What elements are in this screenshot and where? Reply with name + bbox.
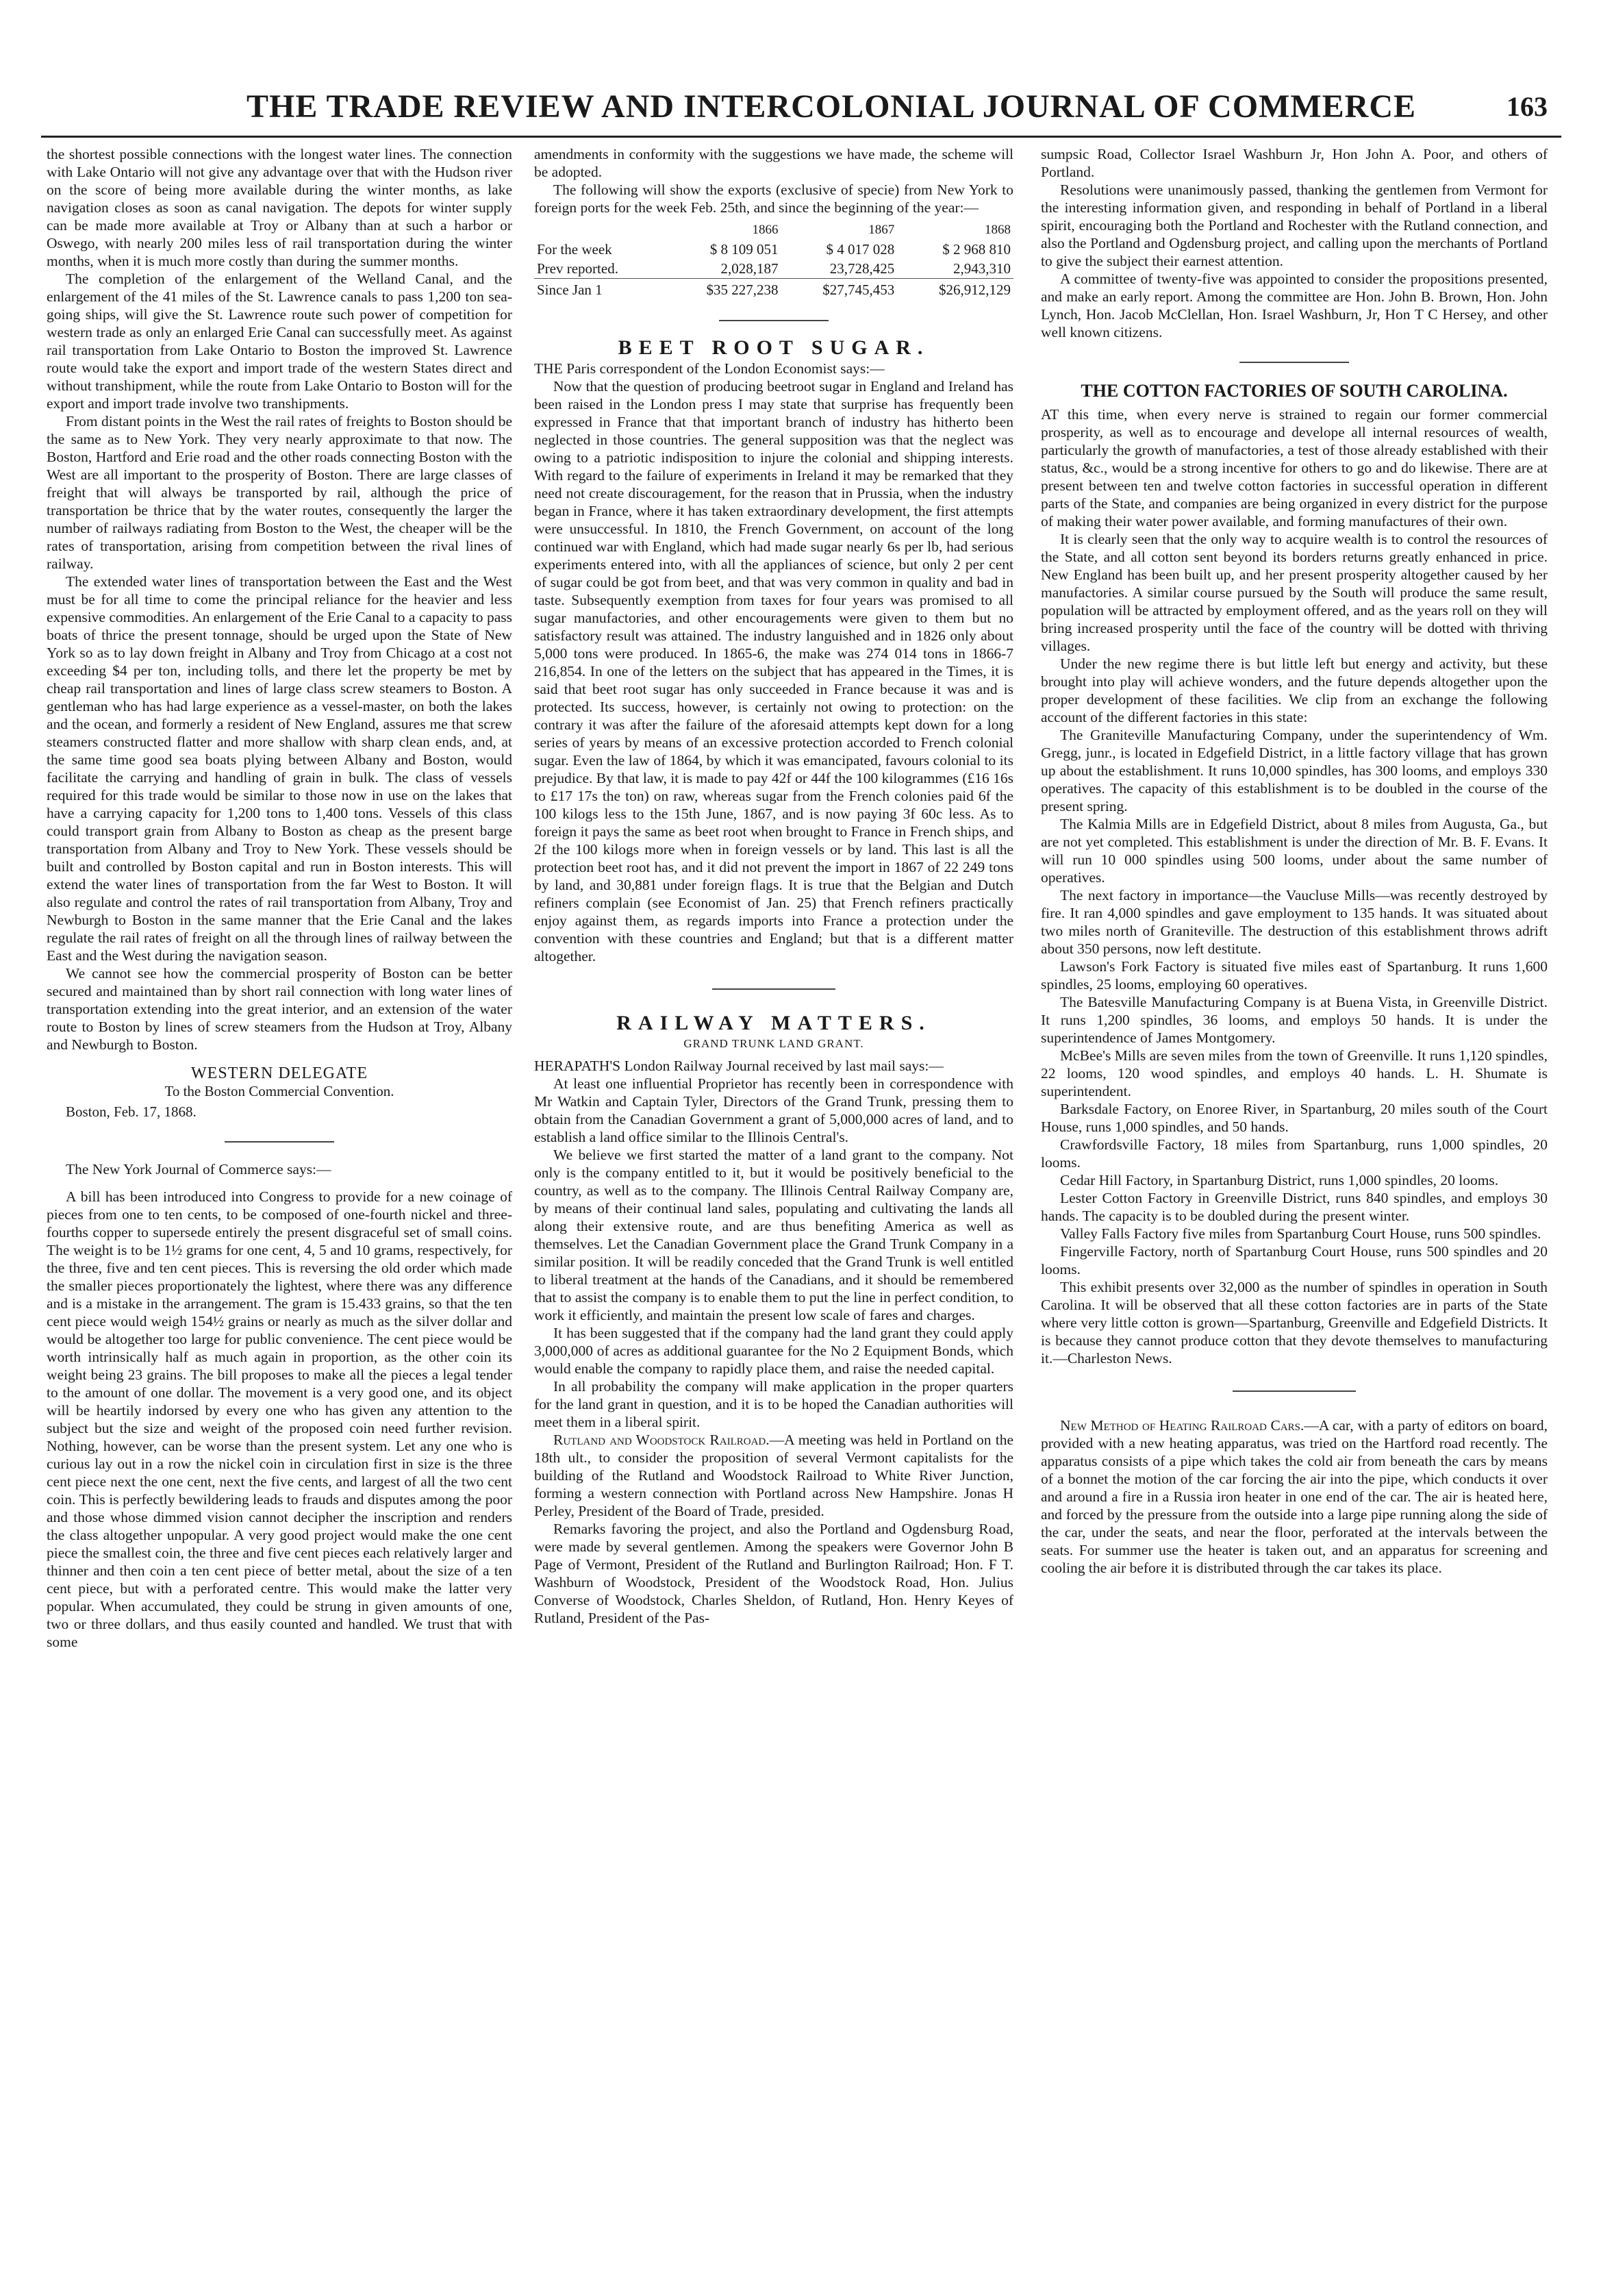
section-divider: [712, 988, 835, 990]
paragraph: At least one influential Proprietor has recently been in correspondence with Mr Watkin and Captain Tyler, Directors of the Grand Trunk, pressing them to obtain from the Canadian Government a grant of 5,000,000 acres of land, and to establish a land office similar to the Illinois Central's.: [534, 1075, 1013, 1145]
table-total-row: [534, 279, 1013, 300]
cell: 2,943,310: [953, 260, 1011, 277]
column-2: [534, 145, 1013, 1627]
paragraph: Valley Falls Factory five miles from Spartanburg Court House, runs 500 spindles.: [1060, 1225, 1541, 1242]
table-row: [534, 259, 1013, 279]
paragraph: A bill has been introduced into Congress to provide for a new coinage of pieces from one to ten cents, to be composed of one-fourth nickel and three-fourths copper to supersede entirely the present disgraceful set of small coins. The weight is to be 1½ grams for one cent, 4, 5 and 10 grams, respectively, for the three, five and ten cent pieces. This is reversing the old order which made the smaller pieces proportionately the lightest, where there was any difference and is a mistake in the arrangement. The gram is 15.433 grains, so that the ten cent piece would weigh 154½ grains or nearly as much as the silver dollar and would be altogether too large for public convenience. The cent piece would be worth intrinsically half as much again in proportion, as the other coin its weight being 23 grains. The bill proposes to make all the pieces a legal tender to the amount of one dollar. The movement is a very good one, and its object will be heartily indorsed by every one who has given any attention to the subject but the size and weight of the proposed coin need further revision. Nothing, however, can be worse than the present system. Let any one who is curious lay out in a row the nickel coin in circulation first in size is the three cent piece next the one cent, next the five cents, and largest of all the two cent coin. This is perfectly bewildering leads to frauds and disputes among the poor and those whose dimmed vision cannot decipher the inscription and renders the class altogether unpopular. A very good project would make the one cent piece the smallest coin, the three and five cent pieces each relatively larger and thinner and then coin a ten cent piece of better metal, about the size of a ten cent piece, but with a perforated centre. This would make the latter very popular. When accumulated, they could be strung in given amounts of one, two or three dollars, and thus easily counted and handled. We trust that with some: [47, 1188, 512, 1650]
table-header-row: [534, 221, 1013, 240]
signature: WESTERN DELEGATE: [191, 1064, 368, 1082]
section-title: THE COTTON FACTORIES OF SOUTH CAROLINA.: [1081, 381, 1508, 401]
paragraph: From distant points in the West the rail rates of freights to Boston should be the same as to New York. They very nearly approximate to that now. The Boston, Hartford and Erie road and the other roads connecting Boston with the West are all important to the prosperity of Boston. There are large classes of freight that will always be transported by rail, although the price of transportation be thrice that by the water routes, consequently the larger the number of railways radiating from Boston to the West, the cheaper will be the rates of transportation, arising from competition between the rival lines of railway.: [47, 413, 512, 572]
cell: 23,728,425: [829, 260, 895, 277]
cell: $27,745,453: [781, 279, 897, 300]
paragraph: Resolutions were unanimously passed, thanking the gentlemen from Vermont for the interesting information given, and responding in behalf of Portland in a liberal spirit, encouraging both the Portland and Rochester with the Rutland connection, and also the Portland and Ogdensburg project, and calling upon the merchants of Portland to give the subject their earnest attention.: [1041, 182, 1548, 269]
paragraph: The Graniteville Manufacturing Company, under the superintendency of Wm. Gregg, junr., is located in Edgefield District, in a little factory village that has grown up about the establishment. It runs 10,000 spindles, has 300 looms, and employs 330 operatives. The capacity of this establishment is to be doubled in the course of the present spring.: [1041, 727, 1548, 814]
paragraph-lead: Rutland and Woodstock Railroad.: [553, 1432, 770, 1448]
paragraph: Lawson's Fork Factory is situated five miles east of Spartanburg. It runs 1,600 spindles, 25 looms, employing 60 operatives.: [1041, 958, 1548, 993]
paragraph: The next factory in importance—the Vaucluse Mills—was recently destroyed by fire. It ran 4,000 spindles and gave employment to 135 hands. It was situated about two miles north of Graniteville. The destruction of this establishment throws adrift about 350 persons, now left destitute.: [1041, 887, 1548, 957]
paragraph-body: —A meeting was held in Portland on the 18th ult., to consider the proposition of several Vermont capitalists for the building of the Rutland and Woodstock Railroad to White River Junction, forming a western connection with Portland across New Hampshire. Jonas H Perley, President of the Board of Trade, presided.: [534, 1432, 1013, 1519]
paragraph: The Kalmia Mills are in Edgefield District, about 8 miles from Augusta, Ga., but are not yet completed. This establishment is under the direction of Mr. B. F. Evans. It will run 10 000 spindles using 500 looms, under about the same number of operatives.: [1041, 816, 1548, 886]
table-row: [534, 240, 1013, 259]
year-header: 1866: [752, 223, 779, 237]
article-intro: THE Paris correspondent of the London Economist says:—: [534, 360, 885, 377]
signature-addressee: To the Boston Commercial Convention.: [164, 1083, 394, 1099]
paragraph: Fingerville Factory, north of Spartanburg Court House, runs 500 spindles and 20 looms.: [1041, 1243, 1548, 1277]
journal-title: THE TRADE REVIEW AND INTERCOLONIAL JOURNAL OF COMMERCE: [247, 88, 1417, 125]
paragraph: McBee's Mills are seven miles from the town of Greenville. It runs 1,120 spindles, 22 looms, 120 wood spindles, and employs 40 hands. L. H. Shumate is superintendent.: [1041, 1047, 1548, 1099]
year-header: 1868: [985, 223, 1011, 237]
paragraph: Cedar Hill Factory, in Spartanburg District, runs 1,000 spindles, 20 looms.: [1060, 1172, 1499, 1188]
section-title: RAILWAY MATTERS.: [616, 1012, 931, 1034]
paragraph: The following will show the exports (exclusive of specie) from New York to foreign ports for the week Feb. 25th, and since the beginning of the year:—: [534, 182, 1013, 216]
paragraph: Under the new regime there is but little left but energy and activity, but these brought into play will achieve wonders, and the future depends altogether upon the proper development of these facilities. We clip from an exchange the following account of the different factories in this state:: [1041, 656, 1548, 725]
article-intro: HERAPATH'S London Railway Journal received by last mail says:—: [534, 1058, 944, 1074]
paragraph: The Batesville Manufacturing Company is at Buena Vista, in Greenville District. It runs 1,200 spindles, 36 looms, and employs 50 hands. It is under the superintendence of James Montgomery.: [1041, 994, 1548, 1046]
cell: $26,912,129: [897, 279, 1013, 300]
paragraph: It is clearly seen that the only way to acquire wealth is to control the resources of the State, and all cotton sent beyond its borders returns greatly enhanced in price. New England has been built up, and her present prosperity altogether caused by her manufactories. A similar course pursued by the South will produce the same result, population will be attracted by employment offered, and as the years roll on they will bring increased prosperity until the face of the country will be dotted with thriving villages.: [1041, 531, 1548, 654]
paragraph: This exhibit presents over 32,000 as the number of spindles in operation in South Carolina. It will be observed that all these cotton factories are in parts of the State where very little cotton is grown—Spartanburg, Greenville and Edgefield Districts. It is because they cannot produce cotton that they devote themselves to manufacturing it.—Charleston News.: [1041, 1279, 1548, 1367]
cell: 2,028,187: [720, 260, 779, 277]
paragraph: The completion of the enlargement of the Welland Canal, and the enlargement of the 41 miles of the St. Lawrence canals to pass 1,200 ton sea-going ships, will give the St. Lawrence route such power of competition for western trade as only an enlarged Erie Canal can successfully meet. As against rail transportation from Lake Ontario to Boston the improved St. Lawrence route would take the export and import trade of the western States direct and without transhipment, while the route from Lake Ontario to Boston will for the export and import trade involve two transhipments.: [47, 271, 512, 412]
section-divider: [719, 320, 829, 321]
row-label: Prev reported.: [537, 260, 618, 277]
section-subtitle: GRAND TRUNK LAND GRANT.: [683, 1037, 864, 1050]
paragraph: A committee of twenty-five was appointed to consider the propositions presented, and make an early report. Among the committee are Hon. John B. Brown, Hon. John Lynch, Hon. Jacob McClellan, Hon. Israel Washburn, Jr, Hon T C Hersey, and other well known citizens.: [1041, 271, 1548, 340]
paragraph: Now that the question of producing beetroot sugar in England and Ireland has been raised in the London press I may state that surprise has frequently been expressed in France that that important branch of industry has hitherto been neglected in those countries. The general supposition was that the neglect was owing to a patriotic indisposition to injure the colonial and shipping interests. With regard to the failure of experiments in Ireland it may be remarked that they need not create discouragement, for the reason that in Prussia, when the industry began in France, where it has taken extraordinary development, the first attempts were unsuccessful. In 1810, the French Government, on account of the long continued war with England, which had made sugar nearly 6s per lb, had serious experiments entered into, with all the appliances of science, but only 2 per cent of sugar could be got from beet, and that was very common in quality and bad in taste. Subsequently exemption from taxes for four years was promised to all sugar manufactories, and other encouragements were given to them but no satisfactory result was attained. The industry languished and in 1826 only about 5,000 tons were produced. In 1865-6, the make was 274 014 tons in 1866-7 216,854. In one of the letters on the subject that has appeared in the Times, it is said that beet root sugar has only succeeded in France because it was and is protected. Its success, however, is certainly not owing to protection: on the contrary it was after the failure of the aforesaid attempts kept down for a long series of years by means of an excessive protection accorded to French colonial sugar. Even the law of 1864, by which it was emancipated, favours colonial to its prejudice. By that law, it is made to pay 42f or 44f the 100 kilogrammes (£16 16s to £17 17s the ton) on raw, whereas sugar from the French colonies paid 6f the 100 kilogs less to the 15th June, 1867, and is now paying 3f 60c less. As to foreign it pays the same as beet root when brought to France in French ships, and 2f the 100 kilogs more when in foreign vessels or by land. This last is all the protection beet root has, and it did not prevent the import in 1867 of 22 249 tons by land, and 30,881 under foreign flags. It is true that the Belgian and Dutch refiners complain (see Economist of Jan. 25) that French refiners practically enjoy against them, as regards imports into France a protection under the convention with these countries and England; but that is a different matter altogether.: [534, 378, 1013, 964]
header-rule: [41, 136, 1561, 138]
cell: $ 4 017 028: [826, 241, 895, 258]
article-intro: The New York Journal of Commerce says:—: [66, 1161, 331, 1177]
paragraph: AT this time, when every nerve is strained to regain our former commercial prosperity, as well as to encourage and develope all internal resources of wealth, particularly the growth of manufactories, a test of those already established with their status, &c., would be a strong incentive for others to go and do likewise. There are at present between ten and twelve cotton factories in successful operation in different parts of the State, and companies are being organized in every district for the purpose of making their water power available, and forming manufactures of their own.: [1041, 406, 1548, 529]
paragraph: The extended water lines of transportation between the East and the West must be for all time to come the principal reliance for the heavier and less expensive commodities. An enlargement of the Erie Canal to a capacity to pass boats of thrice the present tonnage, should be urged upon the State of New York so as to lay down freight in Albany and Troy from Chicago at a cost not exceeding $4 per ton, including tolls, and there let the property be met by cheap rail transportation and lines of large class screw steamers to Boston. A gentleman who has had large experience as a vessel-master, on both the lakes and the ocean, and formerly a resident of New England, assures me that screw steamers constructed flatter and more shallow with sharp clean ends, and, at the same time good sea boats plying between Albany and Boston, would facilitate the carrying and handling of grain in bulk. The class of vessels required for this trade would be similar to those now in use on the lakes that have a carrying capacity for 1,200 tons to 1,400 tons. Vessels of this class could transport grain from Albany to Boston as cheap as the present barge transportation from Albany and Troy to New York. These vessels should be built and controlled by Boston capital and run in Boston interests. This will extend the water lines of transportation from the far West to Boston. It will also regulate and control the rates of rail transportation from Albany, Troy and Newburgh to Boston in the same manner that the Erie Canal and the lakes regulate the rail rates of freight on all the through lines of railway between the East and the West during the navigation season.: [47, 573, 512, 964]
paragraph: Crawfordsville Factory, 18 miles from Spartanburg, runs 1,000 spindles, 20 looms.: [1041, 1136, 1548, 1171]
row-label: For the week: [537, 241, 612, 258]
paragraph: Remarks favoring the project, and also the Portland and Ogdensburg Road, were made by several gentlemen. Among the speakers were Governor John B Page of Vermont, President of the Rutland and Burlington Railroad; Hon. F T. Washburn of Woodstock, President of the Woodstock Road, Hon. Julius Converse of Woodstock, Charles Sheldon, of Rutland, Hon. Henry Keyes of Rutland, President of the Pas-: [534, 1521, 1013, 1626]
paragraph: It has been suggested that if the company had the land grant they could apply 3,000,000 of acres as additional guarantee for the No 2 Equipment Bonds, which would enable the company to rapidly place them, and raise the needed capital.: [534, 1325, 1013, 1377]
page-number: 163: [1507, 91, 1548, 122]
paragraph: In all probability the company will make application in the proper quarters for the land grant in question, and it is to be hoped the Canadian authorities will meet them in a liberal spirit.: [534, 1378, 1013, 1430]
paragraph: We believe we first started the matter of a land grant to the company. Not only is the company entitled to it, but it would be positively beneficial to the country, as well as to the company. The Illinois Central Railway Company are, by means of their continual land sales, populating and cultivating the lands all along their extensive route, and are thus benefiting America as well as themselves. Let the Canadian Government place the Grand Trunk Company in a similar position. It will be readily conceded that the Grand Trunk is well entitled to liberal treatment at the hands of the Canadians, and it should be remembered that to assist the company is to enable them to put the line in perfect condition, to work it efficiently, and maintain the present low scale of fares and charges.: [534, 1147, 1013, 1323]
paragraph: amendments in conformity with the suggestions we have made, the scheme will be adopted.: [534, 146, 1013, 180]
paragraph: Barksdale Factory, on Enoree River, in Spartanburg, 20 miles south of the Court House, runs 1,000 spindles, and 50 hands.: [1041, 1101, 1548, 1135]
section-divider: [1239, 362, 1349, 363]
paragraph: We cannot see how the commercial prosperity of Boston can be better secured and maintained than by short rail connection with long water lines of transportation extending into the great interior, and an extension of the water route to Boston by lines of screw steamers from the Hudson at Troy, Albany and Newburgh to Boston.: [47, 965, 512, 1053]
section-divider: [225, 1141, 334, 1143]
column-3: [1041, 145, 1548, 1577]
column-1: [47, 145, 512, 1651]
paragraph: [534, 1431, 1013, 1520]
cell: $35 227,238: [665, 279, 781, 300]
paragraph-lead: New Method of Heating Railroad Cars.: [1060, 1417, 1304, 1434]
paragraph: Lester Cotton Factory in Greenville District, runs 840 spindles, and employs 30 hands. The capacity is to be doubled during the present winter.: [1041, 1190, 1548, 1224]
row-label: Since Jan 1: [534, 279, 665, 300]
cell: $ 2 968 810: [942, 241, 1011, 258]
page-header: [247, 88, 1548, 129]
paragraph-body: —A car, with a party of editors on board, provided with a new heating apparatus, was tried on the Hartford road recently. The apparatus consists of a pipe which takes the cold air from beneath the cars by means of a bonnet the motion of the car forcing the air into the pipe, which conducts it over and around a fire in a Russia iron heater in one end of the car. The air is heated here, and forced by the pressure from the outside into a large pipe running along the side of the car, under the seats, and near the floor, perforated at the intervals between the seats. For summer use the heater is taken out, and an apparatus for screening and cooling the air before it is distributed through the car takes its place.: [1041, 1417, 1548, 1576]
exports-table: [534, 221, 1013, 299]
signature-date: Boston, Feb. 17, 1868.: [66, 1103, 197, 1120]
paragraph: sumpsic Road, Collector Israel Washburn Jr, Hon John A. Poor, and others of Portland.: [1041, 146, 1548, 180]
section-title: BEET ROOT SUGAR.: [618, 336, 930, 359]
paragraph: [1041, 1417, 1548, 1577]
cell: $ 8 109 051: [709, 241, 779, 258]
section-divider: [1233, 1390, 1356, 1392]
paragraph: the shortest possible connections with the longest water lines. The connection with Lake Ontario will not give any advantage over that with the Hudson river on the score of being more available during the winter months, as lake navigation closes as soon as canal navigation. The depots for winter supply can be made more available at Troy or Albany than at such a harbor or Oswego, with nearly 200 miles less of rail transportation during the winter months, when it is much more costly than during the summer months.: [47, 146, 512, 269]
year-header: 1867: [868, 223, 895, 237]
